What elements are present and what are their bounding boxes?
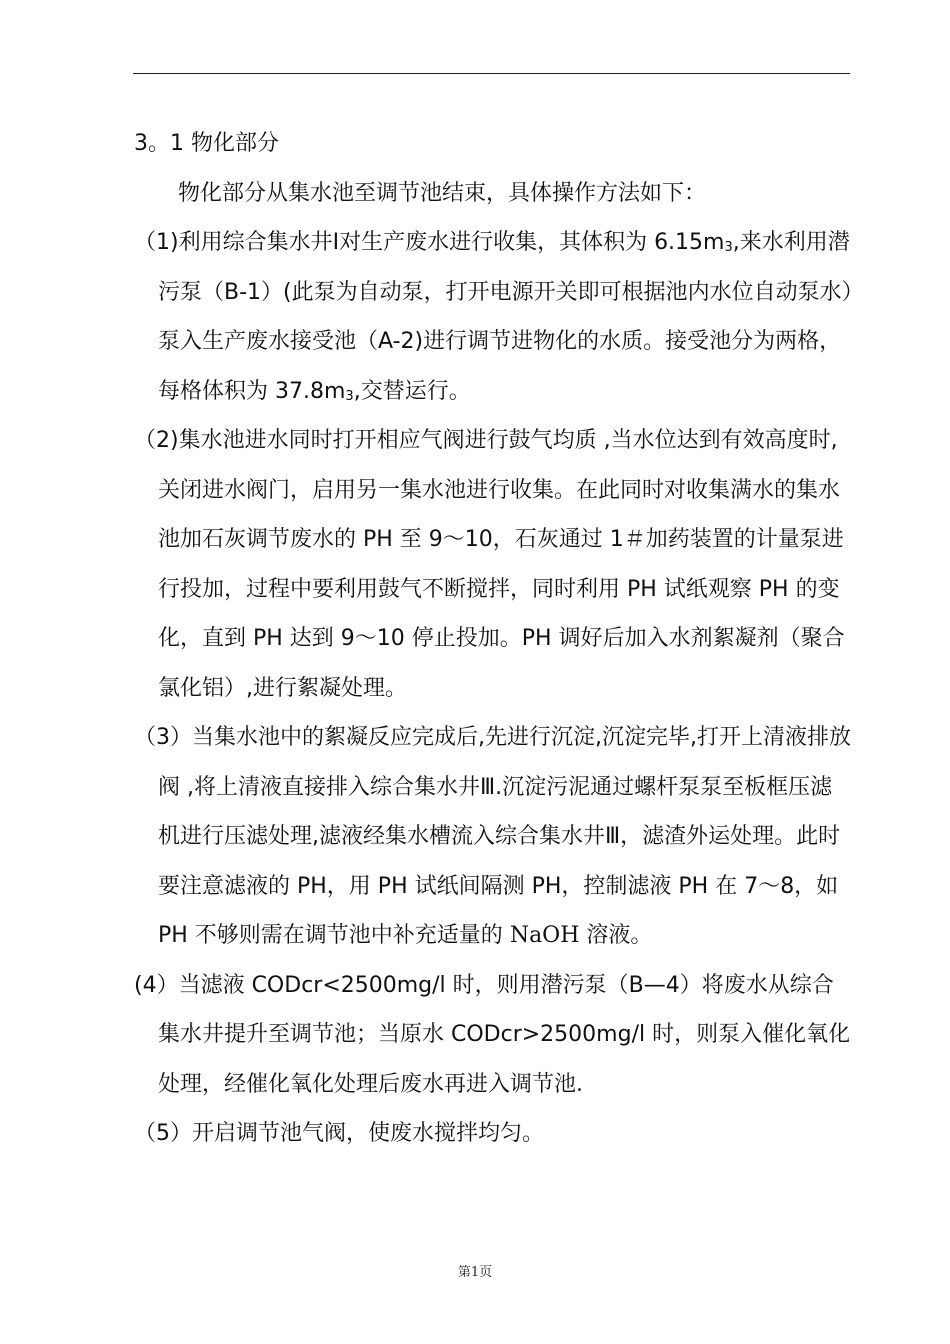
document-body	[134, 119, 854, 1159]
step-1-paragraph	[134, 218, 854, 416]
page-number: 第1页	[457, 1265, 493, 1280]
step-2-paragraph: （2)集水池进水同时打开相应气阀进行鼓气均质 ,当水位达到有效高度时,关闭进水阀门，启用另一集水池进行收集。在此同时对收集满水的集水池加石灰调节废水的 PH 至 9～10，石灰通过 1＃加药装置的计量泵进行投加，过程中要利用鼓气不断搅拌，同时利用 PH 试纸观察 PH 的变化，直到 PH 达到 9～10 停止投加。PH 调好后加入水剂絮凝剂（聚合氯化铝）,进行絮凝处理。	[134, 428, 845, 701]
step-5-paragraph: （5）开启调节池气阀，使废水搅拌均匀。	[134, 1121, 544, 1146]
step-1-text-a: （1)利用综合集水井Ⅰ对生产废水进行收集，其体积为 6.15m	[134, 230, 725, 255]
section-heading: 3。1 物化部分	[134, 131, 279, 156]
step-1-subscript-2: 3	[345, 388, 354, 404]
intro-paragraph: 物化部分从集水池至调节池结束，具体操作方法如下：	[178, 180, 707, 206]
step-3-text-a: （3）当集水池中的絮凝反应完成后,先进行沉淀,沉淀完毕,打开上清液排放阀 ,将上清液直接排入综合集水井Ⅲ.沉淀污泥通过螺杆泵泵至板框压滤机进行压滤处理,滤液经集水槽流入综合集水井Ⅲ，滤渣外运处理。此时要注意滤液的 PH，用 PH 试纸间隔测 PH，控制滤液 PH 在 7～8，如 PH 不够则需在调节池中补充适量的	[134, 725, 851, 948]
step-1-text-c: ,交替运行。	[353, 378, 471, 404]
step-3-naoh: NaOH	[509, 923, 580, 948]
step-1-text-b: ,来水利用潜污泵（B-1）(此泵为自动泵，打开电源开关即可根据池内水位自动泵水）泵入生产废水接受池（A-2)进行调节进物化的水质。接受池分为两格，每格体积为 37.8m	[158, 230, 853, 404]
step-3-paragraph	[134, 713, 854, 961]
step-3-text-b: 溶液。	[579, 923, 653, 948]
step-4-paragraph: (4）当滤液 CODcr<2500mg/l 时，则用潜污泵（B—4）将废水从综合集水井提升至调节池；当原水 CODcr>2500mg/l 时，则泵入催化氧化处理，经催化氧化处理后废水再进入调节池.	[134, 972, 851, 1097]
header-rule	[133, 73, 850, 74]
step-1-subscript-1: 3	[724, 240, 733, 255]
